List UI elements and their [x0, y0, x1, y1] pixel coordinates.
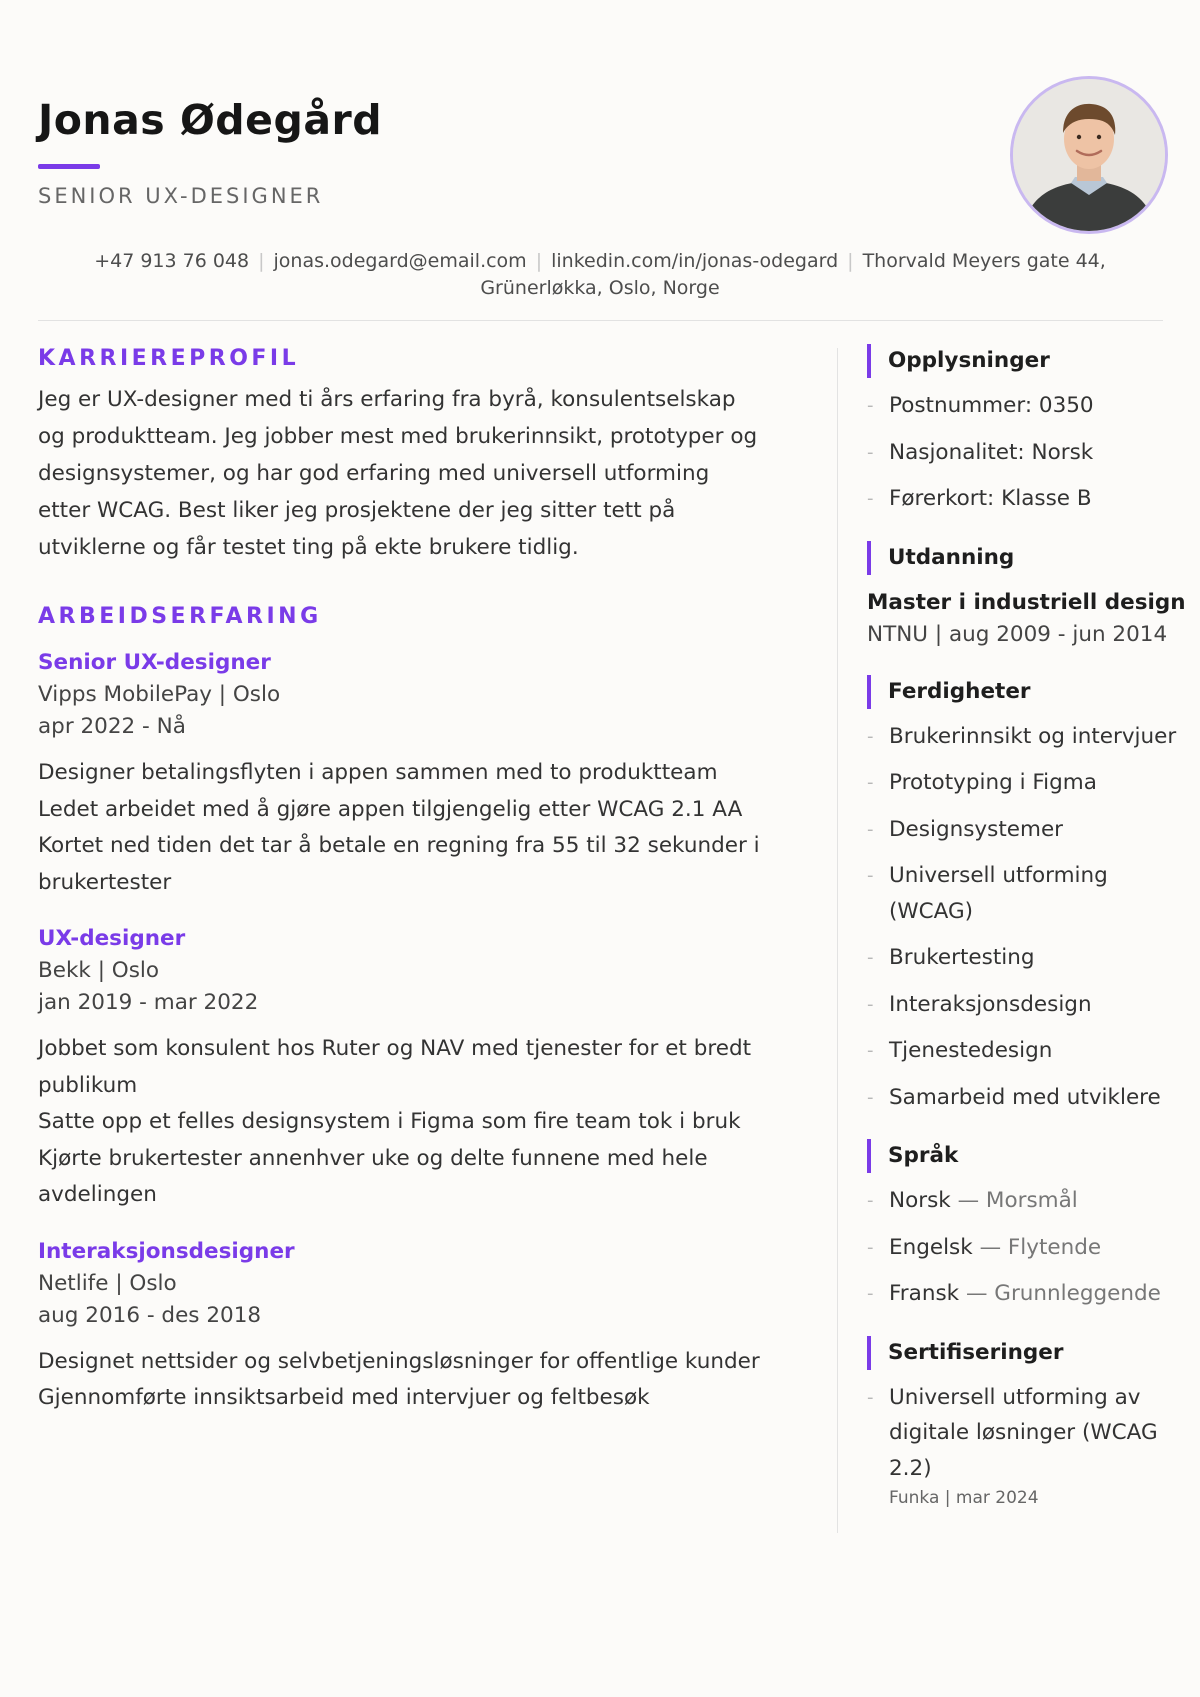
education-section: [867, 541, 1197, 651]
language-level: Grunnleggende: [994, 1281, 1161, 1306]
job-bullet: Designer betalingsflyten i appen sammen med to produktteam: [38, 760, 718, 785]
job-bullet: Satte opp et felles designsystem i Figma som fire team tok i bruk: [38, 1109, 741, 1134]
job-role: UX-designer: [38, 926, 186, 951]
skill-item: [867, 1033, 1197, 1069]
dash-marker: -: [867, 1040, 874, 1061]
language-name: Norsk: [889, 1188, 951, 1213]
certification-meta: Funka | mar 2024: [889, 1488, 1039, 1508]
job-role: Senior UX-designer: [38, 650, 271, 675]
info-text: Nasjonalitet: Norsk: [889, 439, 1094, 465]
certifications-heading: Sertifiseringer: [867, 1336, 1197, 1370]
skill-item: [867, 812, 1197, 848]
info-list: [867, 388, 1197, 517]
dash-marker: -: [867, 441, 874, 463]
accent-bar: [38, 164, 100, 169]
skill-text: Tjenestedesign: [889, 1038, 1053, 1063]
job-bullet: Designet nettsider og selvbetjeningsløsninger for offentlige kunder: [38, 1348, 760, 1374]
job-entry: [38, 1236, 768, 1417]
language-item: [867, 1276, 1197, 1312]
skill-text: Universell utforming (WCAG): [889, 863, 1108, 924]
dash-marker: -: [867, 1283, 874, 1304]
skill-item: [867, 1080, 1197, 1116]
languages-section: [867, 1139, 1197, 1312]
info-item: [867, 435, 1197, 471]
contact-line: [60, 248, 1140, 302]
dash-marker: -: [867, 865, 874, 886]
language-item: [867, 1183, 1197, 1219]
contact-separator: |: [535, 250, 543, 272]
contact-linkedin[interactable]: linkedin.com/in/jonas-odegard: [551, 250, 839, 272]
contact-separator: |: [847, 250, 854, 272]
profile-photo: [1010, 76, 1168, 234]
info-heading: Opplysninger: [867, 344, 1197, 378]
job-bullets: [38, 755, 768, 901]
languages-heading: Språk: [867, 1139, 1197, 1173]
skill-item: [867, 987, 1197, 1023]
certification-name: Universell utforming av digitale løsninger (WCAG 2.2): [889, 1384, 1158, 1481]
language-level: Flytende: [1007, 1234, 1102, 1260]
info-item: [867, 481, 1197, 517]
dash-marker: -: [867, 488, 874, 509]
skill-item: [867, 765, 1197, 801]
language-separator: —: [979, 1234, 1002, 1260]
contact-email[interactable]: jonas.odegard@email.com: [273, 250, 527, 272]
job-bullet: Kjørte brukertester annenhver uke og delte funnene med hele avdelingen: [38, 1145, 708, 1207]
skills-section: [867, 675, 1197, 1116]
job-company: Bekk | Oslo: [38, 958, 160, 983]
job-title: SENIOR UX-DESIGNER: [38, 184, 324, 208]
job-bullet: Kortet ned tiden det tar å betale en regning fra 55 til 32 sekunder i brukertester: [38, 833, 760, 895]
languages-list: [867, 1183, 1197, 1312]
education-degree: Master i industriell design: [867, 589, 1186, 615]
job-company: Netlife | Oslo: [38, 1270, 177, 1296]
language-item: [867, 1230, 1197, 1266]
info-text: Førerkort: Klasse B: [889, 486, 1092, 511]
skill-item: [867, 858, 1197, 929]
sidebar-column: [867, 344, 1197, 1521]
job-bullets: [38, 1344, 768, 1417]
column-divider: [837, 348, 838, 1533]
info-text: Postnummer: 0350: [889, 393, 1094, 418]
dash-marker: -: [867, 1236, 874, 1258]
job-company: Vipps MobilePay | Oslo: [38, 682, 281, 707]
skills-list: [867, 719, 1197, 1116]
contact-address: Thorvald Meyers gate 44, Grünerløkka, Oslo, Norge: [480, 250, 1106, 299]
language-separator: —: [965, 1281, 988, 1306]
header-divider: [38, 320, 1163, 321]
dash-marker: -: [867, 1190, 874, 1211]
job-dates: aug 2016 - des 2018: [38, 1302, 262, 1328]
job-entry: [38, 923, 768, 1214]
skill-text: Brukerinnsikt og intervjuer: [889, 723, 1177, 749]
certifications-section: [867, 1336, 1197, 1511]
skill-text: Samarbeid med utviklere: [889, 1084, 1161, 1110]
job-entry: [38, 647, 768, 901]
skill-text: Designsystemer: [889, 816, 1064, 842]
job-role: Interaksjonsdesigner: [38, 1238, 295, 1264]
portrait-image: [1013, 79, 1165, 231]
certification-item: [867, 1380, 1197, 1511]
job-bullet: Ledet arbeidet med å gjøre appen tilgjengelig etter WCAG 2.1 AA: [38, 796, 743, 822]
job-dates: apr 2022 - Nå: [38, 714, 186, 739]
language-separator: —: [957, 1188, 980, 1213]
dash-marker: -: [867, 1086, 874, 1108]
dash-marker: -: [867, 725, 874, 747]
dash-marker: -: [867, 947, 874, 968]
dash-marker: -: [867, 993, 874, 1015]
profile-heading: KARRIEREPROFIL: [38, 346, 300, 371]
profile-text: Jeg er UX-designer med ti års erfaring fra byrå, konsulentselskap og produktteam. Jeg jobber mest med brukerinnsikt, prototyper og designsystemer, og har god erfaring med universell utforming etter WCAG. Best liker jeg prosjektene der jeg sitter tett på utviklerne og får testet ting på ekte brukere tidlig.: [38, 387, 758, 560]
language-name: Fransk: [889, 1281, 960, 1306]
main-column: [38, 346, 768, 1417]
job-bullet: Gjennomførte innsiktsarbeid med intervjuer og feltbesøk: [38, 1385, 650, 1410]
info-item: [867, 388, 1197, 424]
skill-text: Prototyping i Figma: [889, 770, 1097, 795]
contact-separator: |: [258, 250, 265, 272]
skill-item: [867, 719, 1197, 755]
contact-phone: +47 913 76 048: [94, 250, 250, 272]
skill-item: [867, 940, 1197, 976]
person-name: Jonas Ødegård: [38, 96, 383, 144]
skill-text: Brukertesting: [889, 945, 1035, 970]
job-dates: jan 2019 - mar 2022: [38, 990, 259, 1015]
language-name: Engelsk: [889, 1234, 973, 1260]
language-level: Morsmål: [985, 1188, 1078, 1213]
certifications-list: [867, 1380, 1197, 1511]
skills-heading: Ferdigheter: [867, 675, 1197, 709]
job-bullet: Jobbet som konsulent hos Ruter og NAV med tjenester for et bredt publikum: [38, 1036, 752, 1098]
experience-heading: ARBEIDSERFARING: [38, 604, 322, 629]
dash-marker: -: [867, 818, 874, 840]
skill-text: Interaksjonsdesign: [889, 991, 1092, 1017]
dash-marker: -: [867, 1386, 874, 1408]
dash-marker: -: [867, 772, 874, 793]
education-meta: NTNU | aug 2009 - jun 2014: [867, 621, 1168, 647]
dash-marker: -: [867, 395, 874, 416]
education-heading: Utdanning: [867, 541, 1197, 575]
job-bullets: [38, 1031, 768, 1214]
